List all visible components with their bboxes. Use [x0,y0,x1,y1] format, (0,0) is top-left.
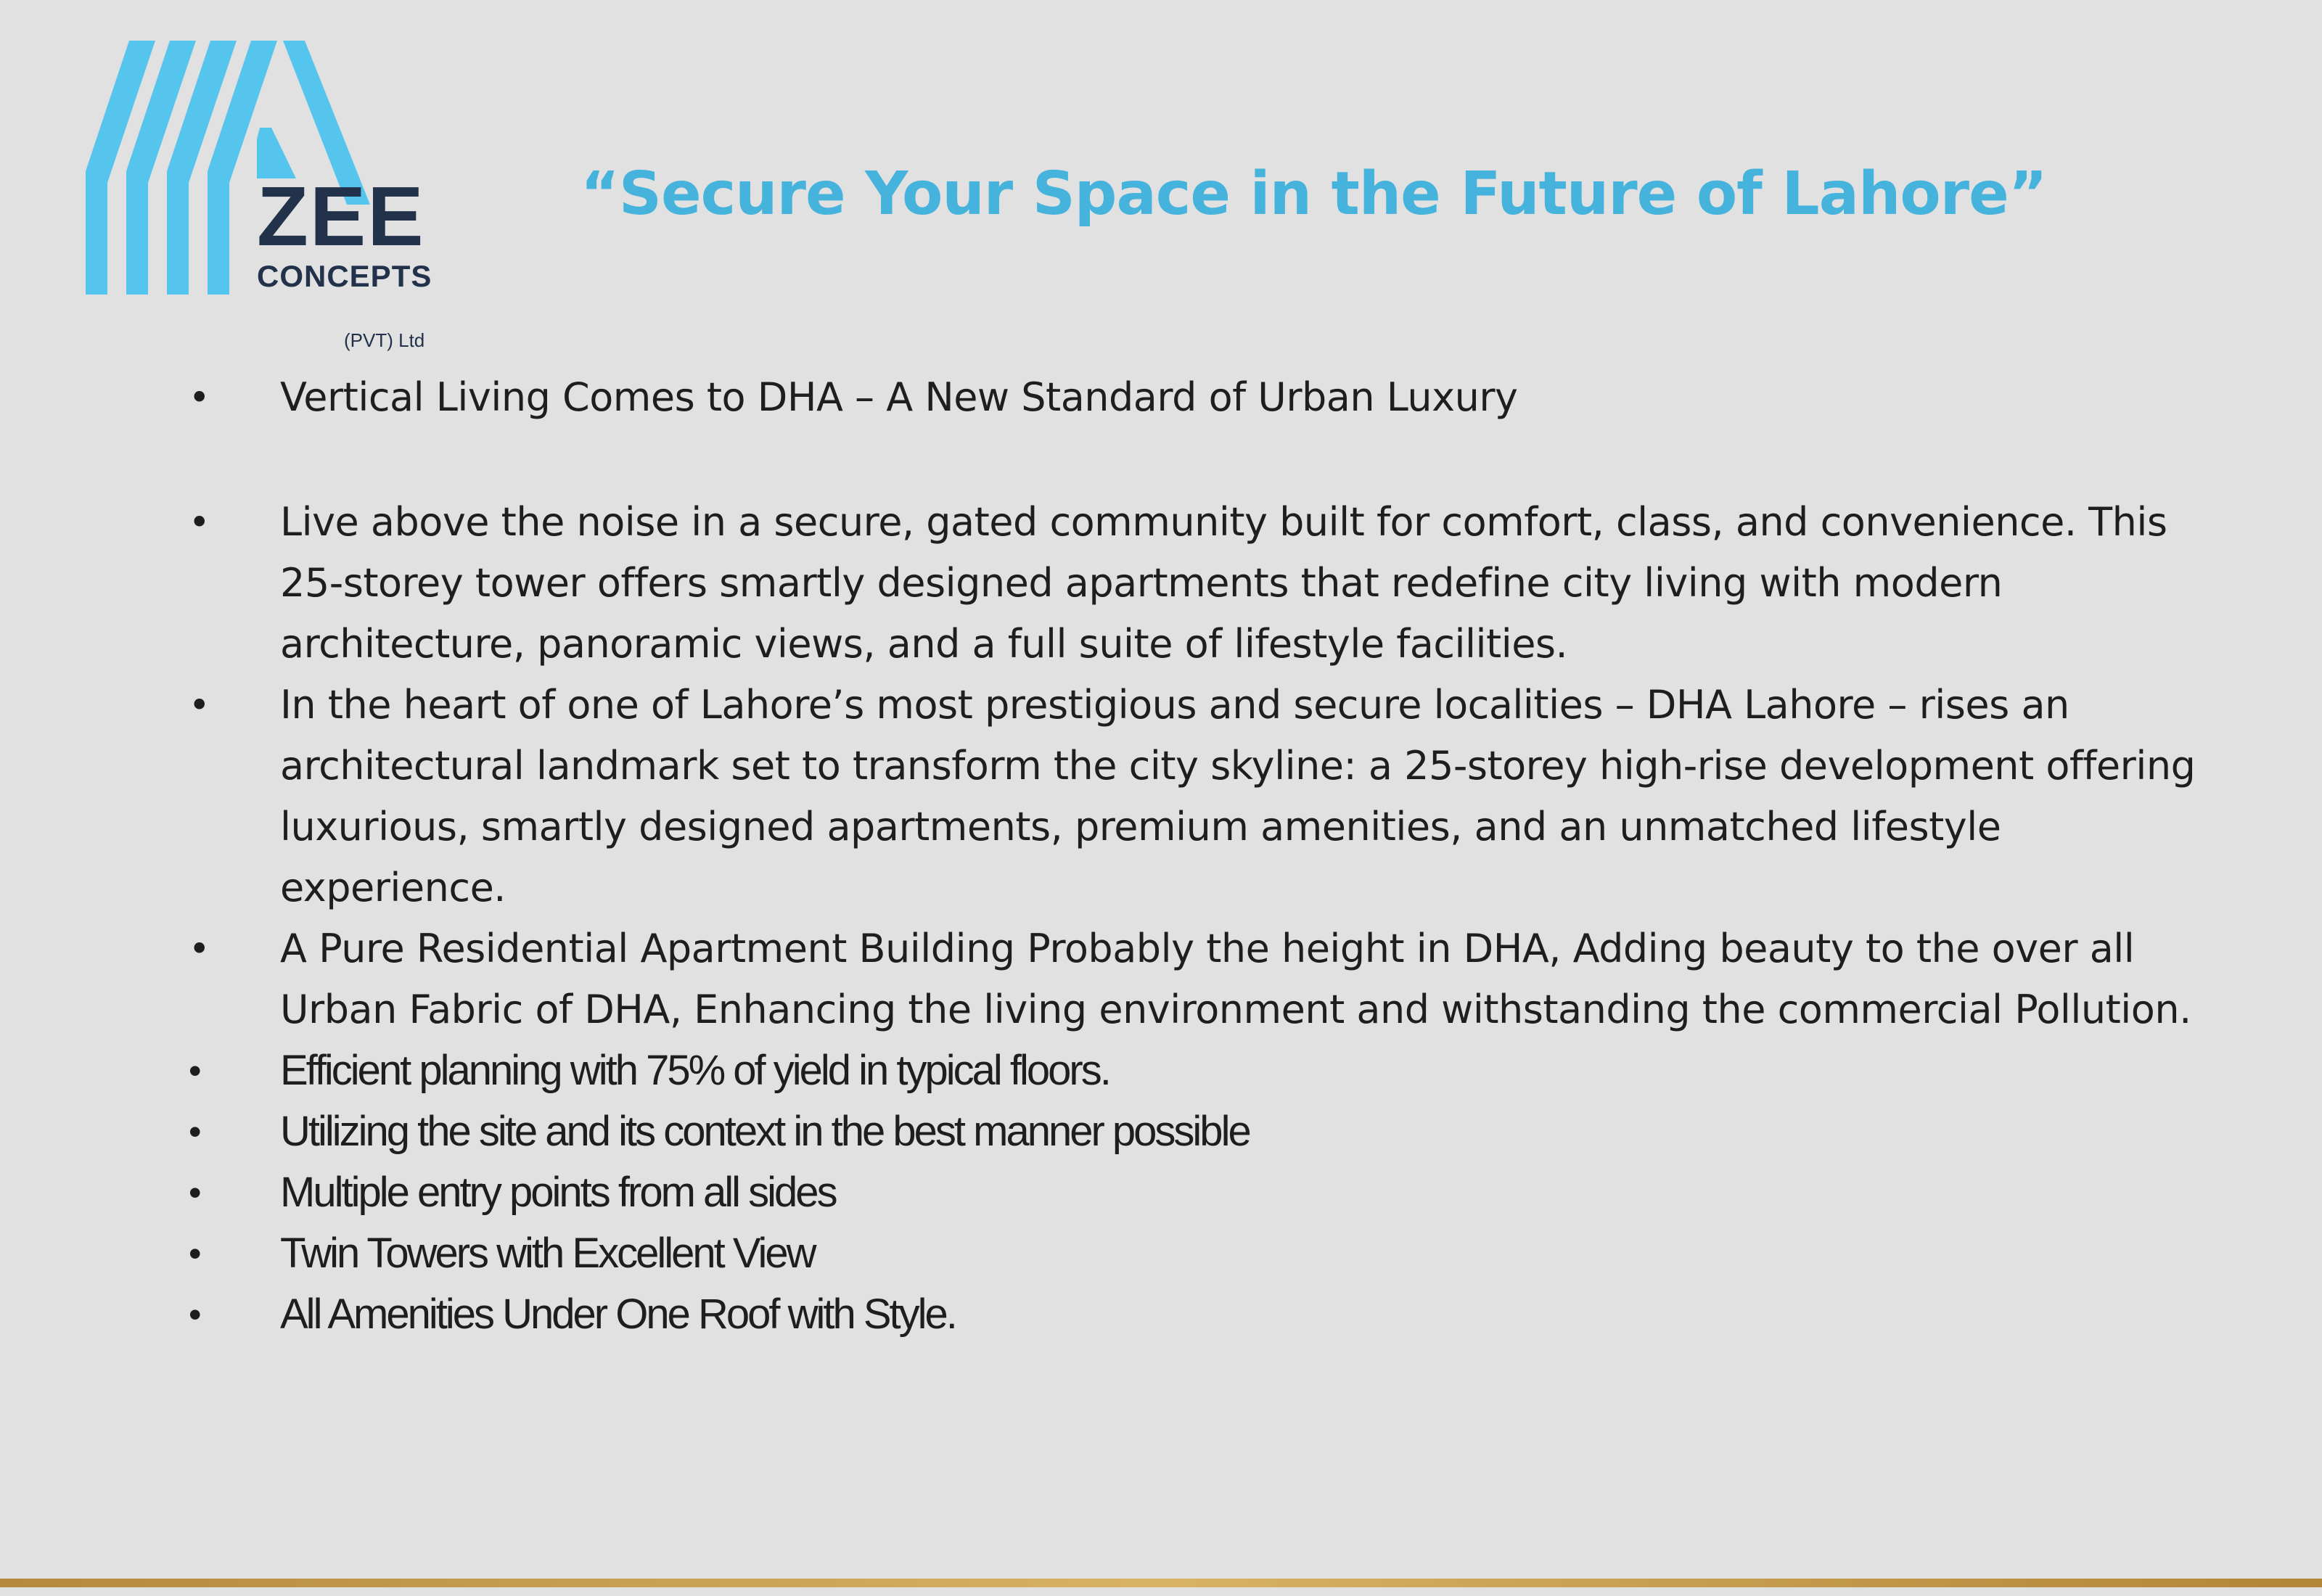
list-item [183,492,2215,675]
list-item-text: A Pure Residential Apartment Building Probably the height in DHA, Adding beauty to the over all Urban Fabric of DHA, Enhancing the living environment and withstanding the commercial Pollution. [280,926,2191,1032]
feature-list [183,367,2215,1345]
list-item [183,1101,2215,1162]
bullet-icon: • [189,1111,200,1152]
list-item [183,1162,2215,1223]
bullet-icon: • [189,1172,200,1213]
list-item-text: In the heart of one of Lahore’s most prestigious and secure localities – DHA Lahore – rises an architectural landmark set to transform the city skyline: a 25-storey high-rise development offering luxurious, smartly designed apartments, premium amenities, and an unmatched lifestyle experience. [280,682,2196,910]
bullet-icon: • [189,1050,200,1091]
list-item [183,1284,2215,1345]
list-item [183,1040,2215,1101]
page-title: “Secure Your Space in the Future of Lahore” [580,160,2047,229]
list-item [183,367,2215,428]
logo-subtitle: CONCEPTS [257,259,432,293]
bullet-icon: • [189,501,210,543]
list-item-text: Multiple entry points from all sides [280,1169,836,1216]
logo-suffix: (PVT) Ltd [344,329,425,351]
list-item-text: Live above the noise in a secure, gated community built for comfort, class, and convenience. This 25-storey tower offers smartly designed apartments that redefine city living with modern architecture, panoramic views, and a full suite of lifestyle facilities. [280,499,2167,667]
list-item [183,675,2215,918]
list-item-text: Twin Towers with Excellent View [280,1230,815,1277]
list-item-text: All Amenities Under One Roof with Style. [280,1291,956,1338]
bottom-divider [0,1579,2322,1587]
list-item-text: Vertical Living Comes to DHA – A New Standard of Urban Luxury [280,374,1518,420]
bullet-icon: • [189,928,210,970]
company-logo [86,41,434,351]
bullet-icon: • [189,1294,200,1335]
logo-name: ZEE [257,169,425,263]
bullet-icon: • [189,1233,200,1274]
list-item-text: Utilizing the site and its context in the best manner possible [280,1108,1250,1155]
list-item [183,918,2215,1040]
list-item-text: Efficient planning with 75% of yield in typical floors. [280,1047,1109,1094]
logo-wordmark [257,169,432,293]
list-item [183,1223,2215,1284]
bullet-icon: • [189,377,210,419]
bullet-icon: • [189,684,210,726]
